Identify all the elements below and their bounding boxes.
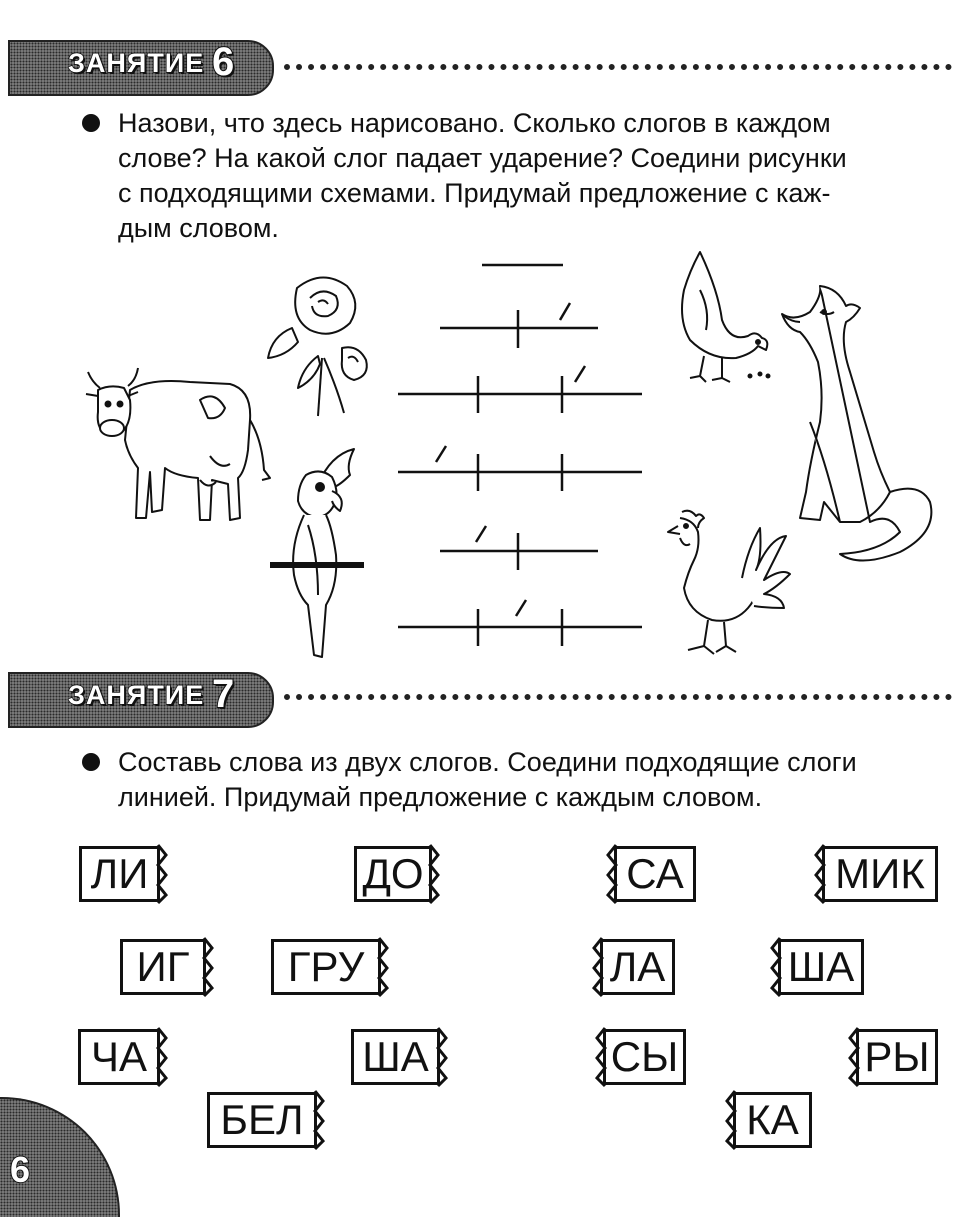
syllable-tile-sa[interactable]: СА [614, 846, 696, 902]
lesson-7-label: ЗАНЯТИЕ [68, 680, 205, 710]
lesson-7-bullet [82, 753, 100, 771]
lesson-7-banner [8, 672, 274, 728]
syllable-tile-li[interactable]: ЛИ [79, 846, 160, 902]
hen-illustration [670, 250, 780, 388]
torn-edge-icon [430, 845, 446, 903]
rose-illustration [262, 268, 382, 418]
syllable-tile-sha-2[interactable]: ША [351, 1029, 440, 1085]
wolf-illustration [780, 282, 940, 572]
page-number: 6 [10, 1149, 31, 1190]
torn-edge-icon [158, 845, 174, 903]
syllable-tile-gru[interactable]: ГРУ [271, 939, 381, 995]
cow-illustration [80, 360, 275, 532]
syllable-tile-sy[interactable]: СЫ [603, 1029, 686, 1085]
scheme-5 [440, 526, 598, 570]
torn-edge-icon [204, 938, 220, 996]
lesson-7-number: 7 [212, 672, 235, 716]
parrot-illustration [268, 445, 368, 660]
syllable-tile-ry[interactable]: РЫ [856, 1029, 938, 1085]
syllable-tile-do[interactable]: ДО [354, 846, 432, 902]
torn-edge-icon [600, 845, 616, 903]
lesson-6-label: ЗАНЯТИЕ [68, 48, 205, 78]
torn-edge-icon [719, 1091, 735, 1149]
torn-edge-icon [158, 1028, 174, 1086]
torn-edge-icon [842, 1028, 858, 1086]
rooster-illustration [664, 508, 792, 658]
lesson-6-instructions: Назови, что здесь нарисовано. Сколько слогов в каждом слове? На какой слог падает ударение? Соедини рисунки с подходящими схемами. Придумай предложение с каж- дым словом. [118, 108, 847, 243]
torn-edge-icon [764, 938, 780, 996]
lesson-6-number: 6 [212, 40, 235, 84]
lesson-7-instructions: Составь слова из двух слогов. Соедини подходящие слоги линией. Придумай предложение с каждым словом. [118, 747, 857, 812]
syllable-tile-ig[interactable]: ИГ [120, 939, 206, 995]
syllable-tile-ka[interactable]: КА [733, 1092, 812, 1148]
scheme-4 [398, 446, 642, 491]
torn-edge-icon [808, 845, 824, 903]
syllable-tile-sha-1[interactable]: ША [778, 939, 864, 995]
lesson-7-dotted-rule [284, 694, 952, 700]
syllable-tile-bel[interactable]: БЕЛ [207, 1092, 317, 1148]
torn-edge-icon [315, 1091, 331, 1149]
scheme-6 [398, 600, 642, 646]
syllable-tile-la[interactable]: ЛА [600, 939, 675, 995]
scheme-3 [398, 366, 642, 413]
torn-edge-icon [379, 938, 395, 996]
torn-edge-icon [438, 1028, 454, 1086]
syllable-tile-mik[interactable]: МИК [822, 846, 938, 902]
torn-edge-icon [589, 1028, 605, 1086]
syllable-tile-cha[interactable]: ЧА [78, 1029, 160, 1085]
torn-edge-icon [586, 938, 602, 996]
scheme-2 [440, 303, 598, 348]
